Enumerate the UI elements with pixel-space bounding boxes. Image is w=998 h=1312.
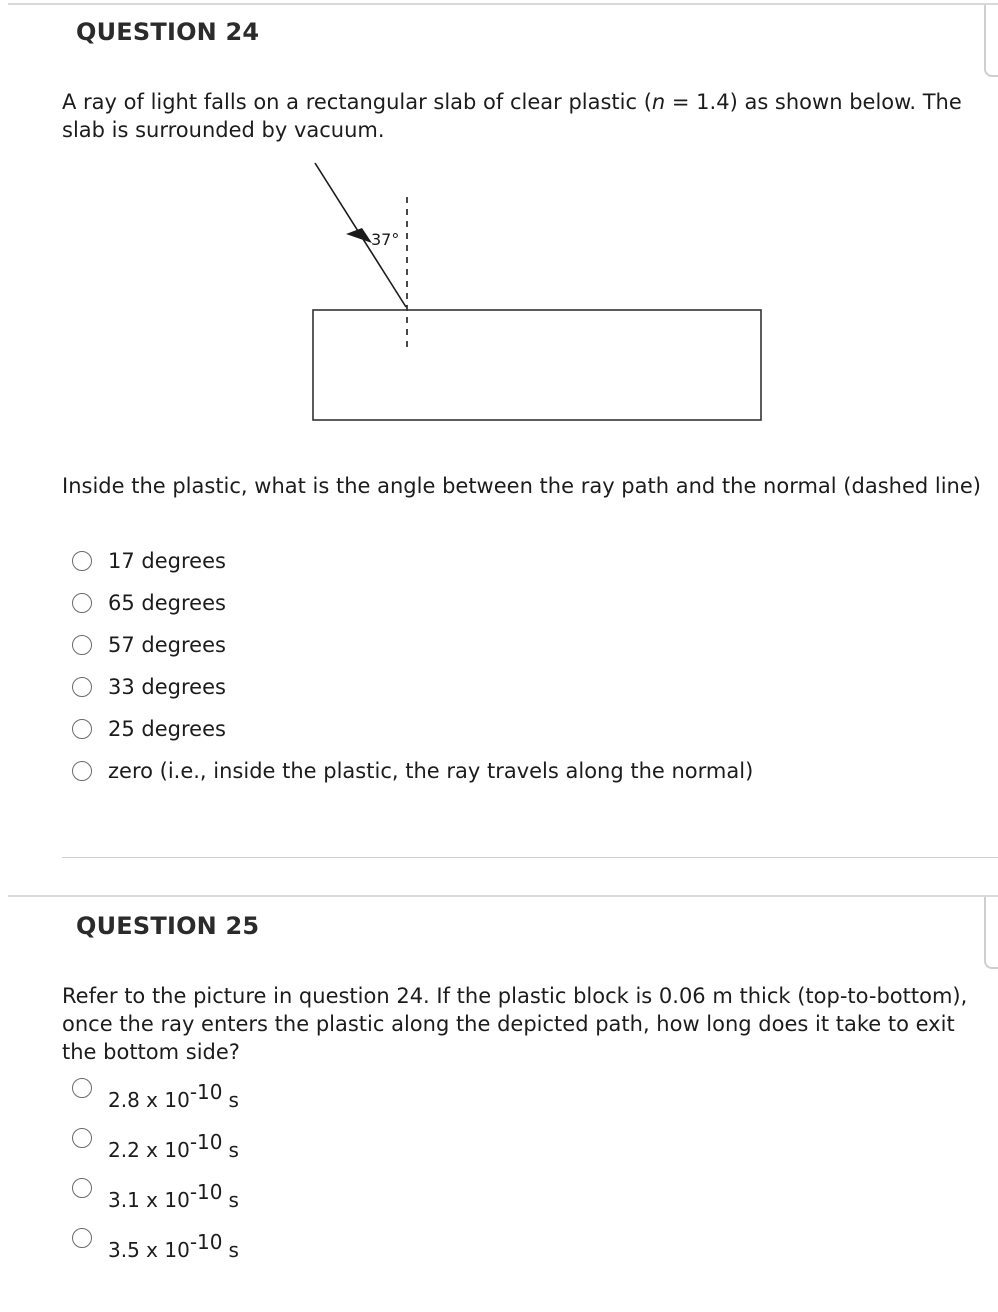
unit: s	[228, 1138, 239, 1162]
exponent: -10	[189, 1230, 223, 1254]
q24-option-6-label: zero (i.e., inside the plastic, the ray travels along the normal)	[108, 759, 754, 783]
unit: s	[228, 1088, 239, 1112]
q24-option-4-label: 33 degrees	[108, 675, 226, 699]
q25-option-3-label	[108, 1180, 239, 1212]
q24-option-2[interactable]	[72, 589, 226, 617]
question-divider	[62, 857, 998, 858]
q24-option-1[interactable]	[72, 547, 226, 575]
question-24-text	[62, 88, 998, 144]
q25-option-2-label	[108, 1130, 239, 1162]
radio-button[interactable]	[72, 1178, 92, 1198]
q24-option-6[interactable]	[72, 757, 753, 785]
ray-arrowhead	[346, 228, 372, 243]
q25-option-1-label	[108, 1080, 239, 1112]
question-25-title: QUESTION 25	[76, 912, 260, 940]
mantissa: 2.2 x 10	[108, 1138, 190, 1162]
exponent: -10	[189, 1180, 223, 1204]
question-24-text-line1-pre: A ray of light falls on a rectangular slab of clear plastic (	[62, 90, 652, 114]
exponent: -10	[189, 1130, 223, 1154]
question-corner-decoration	[984, 5, 998, 77]
q24-option-2-label: 65 degrees	[108, 591, 226, 615]
radio-button[interactable]	[72, 1128, 92, 1148]
angle-label: 37°	[371, 230, 400, 249]
radio-button[interactable]	[72, 719, 92, 739]
q24-option-1-label: 17 degrees	[108, 549, 226, 573]
question-24-text-line2: slab is surrounded by vacuum.	[62, 118, 385, 142]
radio-button[interactable]	[72, 635, 92, 655]
q24-option-3-label: 57 degrees	[108, 633, 226, 657]
refraction-figure	[300, 155, 780, 435]
unit: s	[228, 1238, 239, 1262]
question-25-text-line1: Refer to the picture in question 24. If the plastic block is 0.06 m thick (top-to-bottom),	[62, 984, 968, 1008]
mantissa: 3.5 x 10	[108, 1238, 190, 1262]
q24-option-5[interactable]	[72, 715, 226, 743]
unit: s	[228, 1188, 239, 1212]
question-24-title: QUESTION 24	[76, 18, 260, 46]
radio-button[interactable]	[72, 593, 92, 613]
exponent: -10	[189, 1080, 223, 1104]
question-24-prompt: Inside the plastic, what is the angle between the ray path and the normal (dashed line)	[62, 474, 981, 498]
question-25-text-line3: the bottom side?	[62, 1040, 240, 1064]
radio-button[interactable]	[72, 1228, 92, 1248]
q24-option-5-label: 25 degrees	[108, 717, 226, 741]
radio-button[interactable]	[72, 677, 92, 697]
radio-button[interactable]	[72, 761, 92, 781]
radio-button[interactable]	[72, 1078, 92, 1098]
question-25-text	[62, 982, 998, 1066]
q24-option-4[interactable]	[72, 673, 226, 701]
radio-button[interactable]	[72, 551, 92, 571]
q25-option-4-label	[108, 1230, 239, 1262]
mantissa: 3.1 x 10	[108, 1188, 190, 1212]
question-25-text-line2: once the ray enters the plastic along the depicted path, how long does it take to exit	[62, 1012, 955, 1036]
question-24-text-line1-post: = 1.4) as shown below. The	[665, 90, 962, 114]
refractive-index-variable: n	[651, 90, 666, 114]
plastic-slab	[313, 310, 761, 420]
mantissa: 2.8 x 10	[108, 1088, 190, 1112]
q24-option-3[interactable]	[72, 631, 226, 659]
question-corner-decoration	[984, 897, 998, 969]
